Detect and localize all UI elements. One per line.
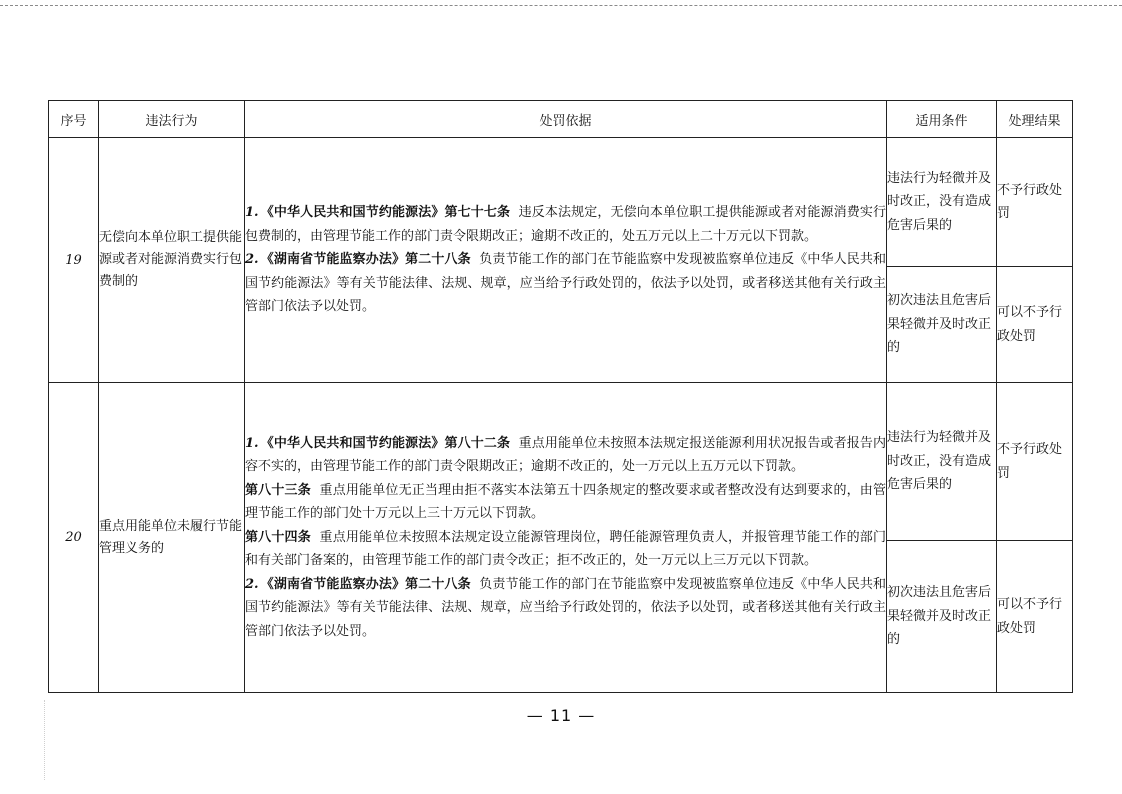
basis-text: 负责节能工作的部门在节能监察中发现被监察单位违反《中华人民共和国节约能源法》等有关节能法律、法规、规章，应当给予行政处罚的，依法予以处罚，或者移送其他有关行政主管部门依法予以处罚。 — [245, 576, 886, 639]
row-20-act: 重点用能单位未履行节能管理义务的 — [99, 383, 245, 693]
basis-number: 2. — [245, 252, 259, 268]
basis-text: 重点用能单位未按照本法规定设立能源管理岗位，聘任能源管理负责人，并报管理节能工作的部门和有关部门备案的，由管理节能工作的部门责令改正；拒不改正的，处一万元以上三万元以下罚款。 — [245, 529, 886, 569]
basis-text: 重点用能单位未按照本法规定报送能源利用状况报告或者报告内容不实的，由管理节能工作的部门责令限期改正；逾期不改正的，处一万元以上五万元以下罚款。 — [245, 435, 886, 475]
row-20-seq: 20 — [49, 383, 99, 693]
basis-item — [245, 201, 886, 248]
scan-top-edge — [0, 5, 1122, 6]
header-seq: 序号 — [49, 101, 99, 138]
basis-text: 负责节能工作的部门在节能监察中发现被监察单位违反《中华人民共和国节约能源法》等有关节能法律、法规、规章，应当给予行政处罚的，依法予以处罚，或者移送其他有关行政主管部门依法予以处罚。 — [245, 252, 886, 315]
row-19-basis — [245, 138, 887, 383]
row-20-cond-1: 违法行为轻微并及时改正，没有造成危害后果的 — [887, 383, 997, 541]
basis-title: 第八十三条 — [245, 482, 311, 498]
row-19-cond-1: 违法行为轻微并及时改正，没有造成危害后果的 — [887, 138, 997, 267]
page-number: — 11 — — [526, 706, 596, 725]
basis-title: 《湖南省节能监察办法》第二十八条 — [260, 576, 471, 592]
row-19-act: 无偿向本单位职工提供能源或者对能源消费实行包费制的 — [99, 138, 245, 383]
basis-item — [245, 479, 886, 526]
row-19-cond-2: 初次违法且危害后果轻微并及时改正的 — [887, 267, 997, 383]
header-cond: 适用条件 — [887, 101, 997, 138]
header-act: 违法行为 — [99, 101, 245, 138]
basis-item — [245, 432, 886, 479]
row-20-result-2: 可以不予行政处罚 — [997, 541, 1073, 693]
basis-number: 2. — [245, 576, 259, 592]
basis-title: 《中华人民共和国节约能源法》第八十二条 — [260, 435, 511, 451]
basis-text: 违反本法规定，无偿向本单位职工提供能源或者对能源消费实行包费制的，由管理节能工作的部门责令限期改正；逾期不改正的，处五万元以上二十万元以下罚款。 — [245, 205, 886, 244]
row-20-basis — [245, 383, 887, 693]
row-19-seq: 19 — [49, 138, 99, 383]
row-20-cond-2: 初次违法且危害后果轻微并及时改正的 — [887, 541, 997, 693]
basis-number: 1. — [245, 205, 259, 221]
row-19-result-2: 可以不予行政处罚 — [997, 267, 1073, 383]
header-result: 处理结果 — [997, 101, 1073, 138]
table-row — [49, 138, 1073, 267]
table-header-row — [49, 101, 1073, 138]
basis-title: 《中华人民共和国节约能源法》第七十七条 — [260, 205, 511, 221]
basis-text: 重点用能单位无正当理由拒不落实本法第五十四条规定的整改要求或者整改没有达到要求的，由管理节能工作的部门处十万元以上三十万元以下罚款。 — [245, 482, 886, 522]
row-19-result-1: 不予行政处罚 — [997, 138, 1073, 267]
basis-item — [245, 573, 886, 644]
basis-item — [245, 248, 886, 319]
basis-number: 1. — [245, 435, 259, 451]
basis-item — [245, 526, 886, 573]
header-basis: 处罚依据 — [245, 101, 887, 138]
row-20-result-1: 不予行政处罚 — [997, 383, 1073, 541]
table-row — [49, 383, 1073, 541]
basis-title: 《湖南省节能监察办法》第二十八条 — [260, 252, 471, 268]
basis-title: 第八十四条 — [245, 529, 311, 545]
penalty-table — [48, 100, 1073, 693]
